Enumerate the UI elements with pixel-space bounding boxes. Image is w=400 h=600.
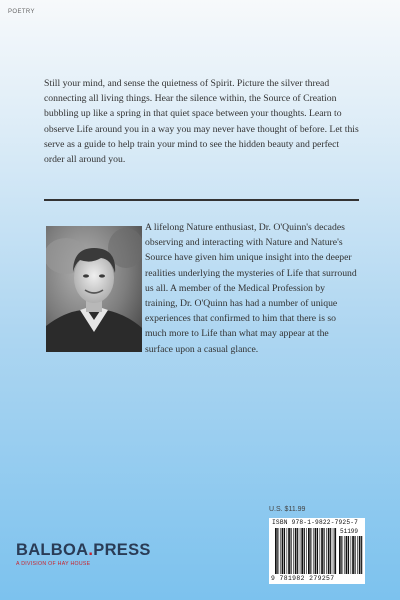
barcode-bar	[310, 528, 311, 574]
barcode-bar	[341, 536, 342, 574]
barcode-bar	[315, 528, 317, 574]
barcode-bar	[277, 528, 278, 574]
isbn-barcode	[269, 518, 365, 584]
barcode-bar	[359, 536, 361, 574]
barcode-bar	[313, 528, 314, 574]
barcode-bar	[317, 528, 318, 574]
ean-digits: 9 781982 279257	[271, 575, 335, 582]
category-label: POETRY	[8, 9, 35, 15]
barcode-bar	[361, 536, 362, 574]
book-blurb: Still your mind, and sense the quietness of Spirit. Picture the silver thread connecting all living things. Hear the silence within, the Source of Creation bubbling up like a spring in that quiet space between your thoughts. Learn to observe Life around you in a way you may never have thought of before. Let this serve as a guide to help train your mind to see the hidden beauty and perfect order all around you.	[44, 78, 359, 166]
divider-rule	[44, 199, 359, 201]
barcode-bar	[346, 536, 348, 574]
isbn-text: ISBN 978-1-9822-7925-7	[272, 519, 359, 526]
barcode-bar	[330, 528, 331, 574]
author-bio	[44, 220, 359, 357]
barcode-bar	[275, 528, 277, 574]
barcode-bar	[297, 528, 298, 574]
barcode-bar	[324, 528, 325, 574]
barcode-bar	[321, 528, 323, 574]
barcode-bar	[304, 528, 305, 574]
barcode-bar	[357, 536, 358, 574]
barcode-bar	[306, 528, 307, 574]
price-label: U.S. $11.99	[269, 506, 306, 513]
barcode-bar	[339, 536, 341, 574]
barcode-bar	[355, 536, 356, 574]
publisher-imprint: A DIVISION OF HAY HOUSE	[16, 561, 91, 567]
barcode-bar	[295, 528, 297, 574]
barcode-bar	[328, 528, 330, 574]
barcode-bar	[287, 528, 288, 574]
publisher-logo: BALBOA.PRESS	[16, 541, 151, 559]
barcode-bar	[333, 528, 334, 574]
barcode-bar	[282, 528, 284, 574]
barcode-bar	[351, 536, 352, 574]
barcode-bar	[301, 528, 303, 574]
price-code: 51199	[340, 528, 359, 535]
barcode-bar	[280, 528, 281, 574]
barcode-bar	[326, 528, 327, 574]
barcode-bar	[348, 536, 349, 574]
barcode-bar	[308, 528, 310, 574]
barcode-bar	[352, 536, 354, 574]
author-bio-text: A lifelong Nature enthusiast, Dr. O'Quinn's decades observing and interacting with Nature and Nature's Source have given him unique insight into the deeper realities underlying the mysteries of Life that surround us all. A member of the Medical Profession by training, Dr. O'Quinn has had a number of unique experiences that confirmed to him that there is so much more to Life than what may appear at the surface upon a casual glance.	[145, 222, 357, 355]
barcode-bar	[293, 528, 294, 574]
barcode-bar	[320, 528, 321, 574]
barcode-bar	[284, 528, 285, 574]
barcode-bar	[344, 536, 345, 574]
barcode-bar	[300, 528, 301, 574]
barcode-bar	[288, 528, 290, 574]
barcode-bar	[334, 528, 336, 574]
barcode-bar	[291, 528, 292, 574]
